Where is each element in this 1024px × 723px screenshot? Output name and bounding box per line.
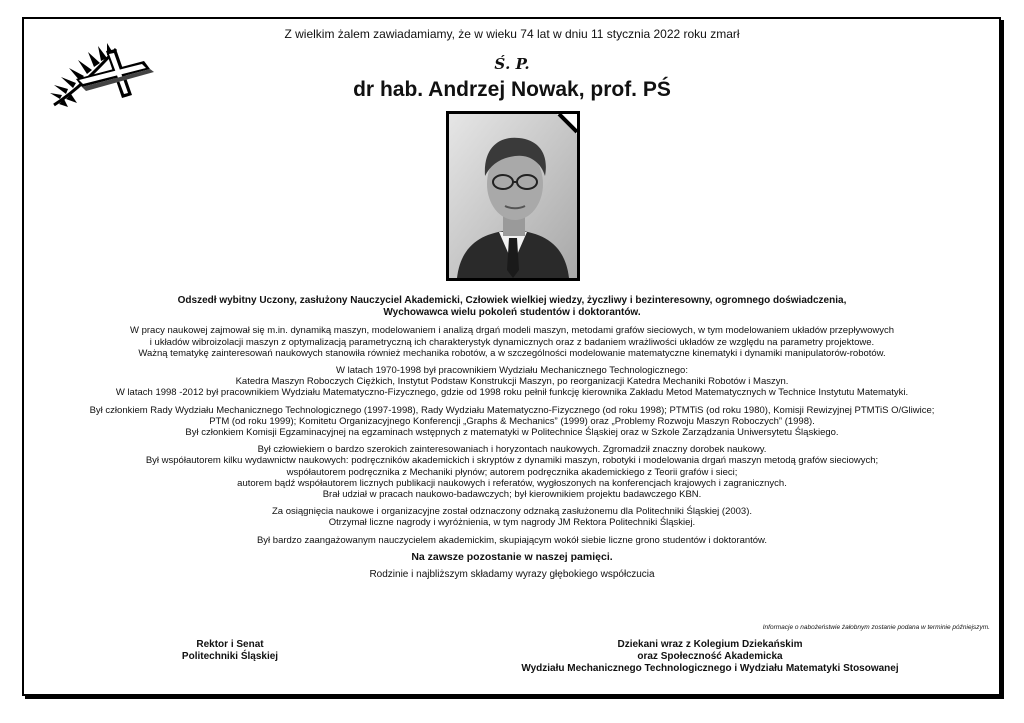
signature-line: oraz Społeczność Akademicka xyxy=(637,651,783,662)
funeral-note: Informacje o nabożeństwie żałobnym zostanie podana w terminie późniejszym. xyxy=(762,624,990,631)
memory-line: Na zawsze pozostanie w naszej pamięci. xyxy=(411,550,613,563)
lead-line: Odszedł wybitny Uczony, zasłużony Nauczyciel Akademicki, Człowiek wielkiej wiedzy, życzliwy i bezinteresowny, ogromnego doświadczenia, xyxy=(177,295,847,306)
deceased-name: dr hab. Andrzej Nowak, prof. PŚ xyxy=(353,78,671,101)
text-line: Ważną tematykę zainteresowań naukowych stanowiła również mechanika robotów, a w szczególności modelowanie matematyczne kinematyki i dynamiki manipulatorów-robotów. xyxy=(138,347,886,359)
teacher-paragraph: Był bardzo zaangażowanym nauczycielem akademickim, skupiającym wokół siebie liczne grono studentów i doktorantów. xyxy=(256,534,768,546)
text-line: Otrzymał liczne nagrody i wyróżnienia, w tym nagrody JM Rektora Politechniki Śląskiej. xyxy=(328,517,696,529)
text-line: Za osiągnięcia naukowe i organizacyjne został odznaczony odznaką zasłużonemu dla Politechniki Śląskiej (2003). xyxy=(271,506,753,518)
lead-paragraph xyxy=(36,295,988,319)
achievements-paragraph xyxy=(36,444,988,500)
career-paragraph xyxy=(36,365,988,399)
text-line: W pracy naukowej zajmował się m.in. dynamiką maszyn, modelowaniem i analizą drgań modeli maszyn, metodami grafów sieciowych, w tym modelowaniem układów przepływowych xyxy=(130,325,894,337)
condolence-line: Rodzinie i najbliższym składamy wyrazy głębokiego współczucia xyxy=(369,569,655,581)
text-line: Był członkiem Komisji Egzaminacyjnej na egzaminach wstępnych z matematyki w Politechnice Śląskiej oraz w Szkole Zarządzania Uniwersytetu Śląskiego. xyxy=(185,427,839,439)
text-line: Był człowiekiem o bardzo szerokich zainteresowaniach i horyzontach naukowych. Zgromadził znaczny dorobek naukowy. xyxy=(257,444,767,456)
sp-abbreviation: Ś. P. xyxy=(494,55,530,73)
text-line: PTM (od roku 1999); Komitetu Organizacyjnego Konferencji „Graphs & Mechanics” (1999) oraz „Problemy Rozwoju Maszyn Roboczych” (1998). xyxy=(209,415,815,427)
text-line: Był współautorem kilku wydawnictw naukowych: podręczników akademickich i skryptów z dynamiki maszyn, robotyki i modelowania drgań maszyn metodą grafów sieciowych; xyxy=(145,455,879,467)
text-line: W latach 1998 -2012 był pracownikiem Wydziału Matematyczno-Fizycznego, gdzie od 1998 roku pełnił funkcję kierownika Zakładu Metod Matematycznych w Technice Instytutu Matematyki. xyxy=(115,387,909,399)
text-line: autorem bądź współautorem licznych publikacji naukowych i referatów, wygłoszonych na konferencjach krajowych i zagranicznych. xyxy=(237,477,787,489)
text-line: Katedra Maszyn Roboczych Ciężkich, Instytut Podstaw Konstrukcji Maszyn, po reorganizacji Katedra Mechaniki Robotów i Maszyn. xyxy=(235,376,789,388)
text-line: Był członkiem Rady Wydziału Mechanicznego Technologicznego (1997-1998), Rady Wydziału Matematyczno-Fizycznego (od roku 1998); PTMTiS (od roku 1980), Komisji Rewizyjnej PTMTiS O/Gliwice; xyxy=(89,404,935,416)
signature-deans xyxy=(440,639,980,675)
intro-line: Z wielkim żalem zawiadamiamy, że w wieku 74 lat w dniu 11 stycznia 2022 roku zmarł xyxy=(284,27,740,41)
memberships-paragraph xyxy=(36,405,988,439)
text-line: i układów wibroizolacji maszyn z optymalizacją parametryczną ich charakterystyk dynamicznych oraz z badaniem wrażliwości układów ze względu na parametry projektowe. xyxy=(149,336,875,348)
awards-paragraph xyxy=(36,506,988,528)
signature-line: Dziekani wraz z Kolegium Dziekańskim xyxy=(617,639,803,650)
lead-line: Wychowawca wielu pokoleń studentów i doktorantów. xyxy=(383,307,641,319)
signature-rector-senate xyxy=(150,639,310,663)
signature-line: Wydziału Mechanicznego Technologicznego i Wydziału Matematyki Stosowanej xyxy=(521,663,899,674)
research-paragraph xyxy=(36,325,988,359)
signature-line: Politechniki Śląskiej xyxy=(181,651,279,662)
obituary-body xyxy=(36,295,988,586)
text-line: współautorem podręcznika z Mechaniki płynów; autorem podręcznika akademickiego z Teorii grafów i sieci; xyxy=(286,466,738,478)
portrait-photo-icon xyxy=(446,111,580,281)
signature-line: Rektor i Senat xyxy=(196,639,264,650)
text-line: W latach 1970-1998 był pracownikiem Wydziału Mechanicznego Technologicznego: xyxy=(336,365,688,377)
text-line: Brał udział w pracach naukowo-badawczych; był kierownikiem projektu badawczego KBN. xyxy=(322,489,702,501)
